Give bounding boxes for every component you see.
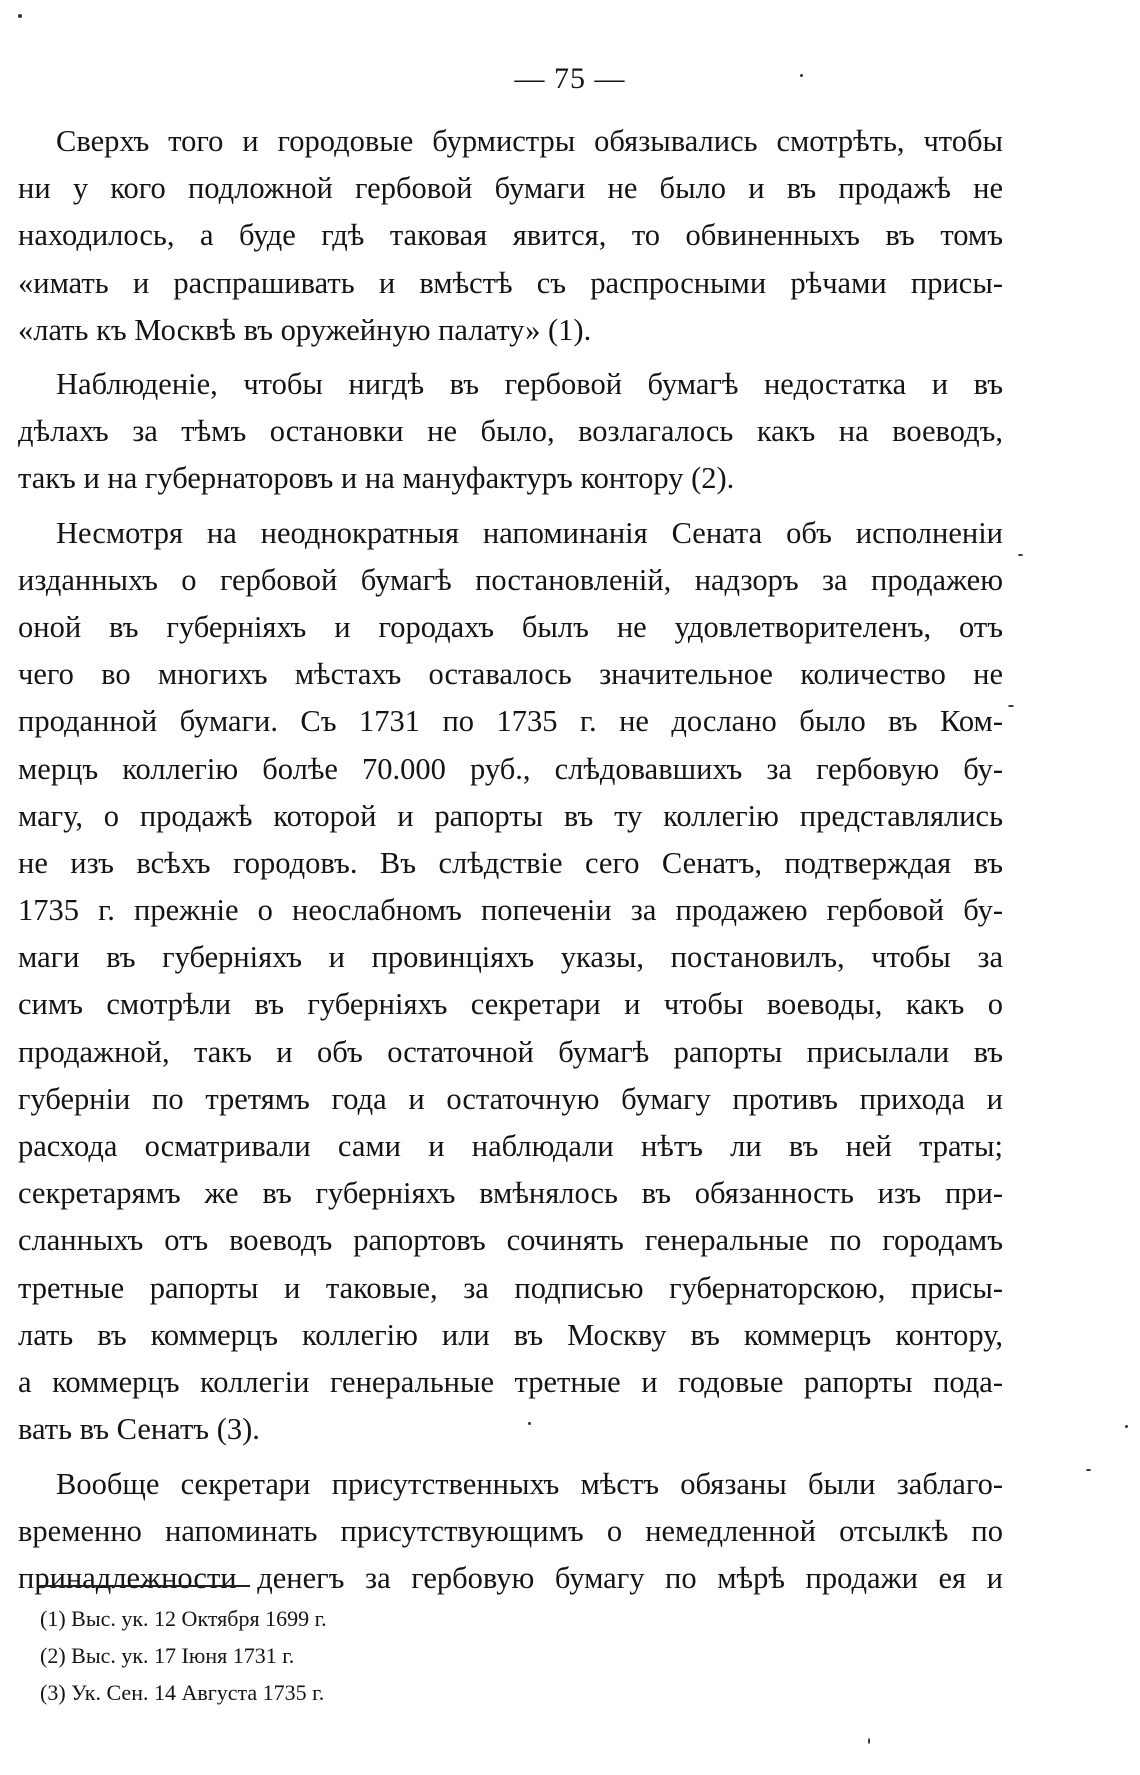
text-line: лать въ коммерцъ коллегію или въ Москву въ коммерцъ контору,	[18, 1317, 1003, 1352]
text-line: губерніи по третямъ года и остаточную бумагу противъ прихода и	[18, 1081, 1003, 1116]
scan-speck	[1086, 1469, 1091, 1471]
text-line: изданныхъ о гербовой бумагѣ постановленій, надзоръ за продажею	[18, 562, 1003, 597]
scan-speck	[868, 1738, 870, 1744]
text-line: Вообще секретари присутственныхъ мѣстъ обязаны были заблаго-	[56, 1466, 1003, 1501]
text-line: секретарямъ же въ губерніяхъ вмѣнялось въ обязанность изъ при-	[18, 1176, 1003, 1211]
scan-speck	[528, 1422, 531, 1425]
text-line: временно напоминать присутствующимъ о немедленной отсылкѣ по	[18, 1513, 1003, 1548]
scan-speck	[18, 14, 22, 18]
text-line: находилось, а буде гдѣ таковая явится, то обвиненныхъ въ томъ	[18, 218, 1003, 253]
footnote-3: (3) Ук. Сен. 14 Августа 1735 г.	[40, 1680, 325, 1705]
text-line: третные рапорты и таковые, за подписью губернаторскою, присы-	[18, 1270, 1003, 1305]
page-number: — 75 —	[514, 62, 626, 95]
text-line: Сверхъ того и городовые бурмистры обязывались смотрѣть, чтобы	[56, 124, 1003, 158]
text-line: вать въ Сенатъ (3).	[18, 1412, 260, 1447]
text-line: Несмотря на неоднократныя напоминанія Сената объ исполненіи	[56, 515, 1003, 550]
text-line: продажной, такъ и объ остаточной бумагѣ рапорты присылали въ	[18, 1034, 1003, 1069]
paragraph-3	[18, 510, 1003, 1454]
footnotes	[40, 1600, 940, 1711]
text-line: ни у кого подложной гербовой бумаги не было и въ продажѣ не	[18, 171, 1003, 206]
paragraph-2	[18, 361, 1003, 503]
text-line: сланныхъ отъ воеводъ рапортовъ сочинять генеральные по городамъ	[18, 1223, 1003, 1258]
text-line: 1735 г. прежніе о неослабномъ попеченіи за продажею гербовой бу-	[18, 893, 1003, 928]
paragraph-1	[18, 118, 1003, 354]
scan-speck	[1008, 705, 1014, 707]
text-line: «имать и распрашивать и вмѣстѣ съ распросными рѣчами присы-	[18, 265, 1003, 300]
text-line: магу, о продажѣ которой и рапорты въ ту коллегію представлялись	[18, 798, 1003, 833]
text-line: такъ и на губернаторовъ и на мануфактуръ контору (2).	[18, 461, 735, 496]
paragraph-4	[18, 1461, 1003, 1603]
text-line: не изъ всѣхъ городовъ. Въ слѣдствіе сего Сенатъ, подтверждая въ	[18, 845, 1003, 880]
text-line: Наблюденіе, чтобы нигдѣ въ гербовой бумагѣ недостатка и въ	[56, 367, 1003, 401]
footnote-1: (1) Выс. ук. 12 Октября 1699 г.	[40, 1606, 327, 1631]
text-line: оной въ губерніяхъ и городахъ былъ не удовлетворителенъ, отъ	[18, 609, 1003, 644]
text-line: мерцъ коллегію болѣе 70.000 руб., слѣдовавшихъ за гербовую бу-	[18, 751, 1003, 786]
footnote-separator	[38, 1585, 250, 1587]
text-line: проданной бумаги. Съ 1731 по 1735 г. не дослано было въ Ком-	[18, 704, 1003, 739]
text-line: чего во многихъ мѣстахъ оставалось значительное количество не	[18, 657, 1003, 692]
scan-speck	[1125, 1425, 1128, 1428]
footnote-2: (2) Выс. ук. 17 Іюня 1731 г.	[40, 1643, 295, 1668]
text-line: симъ смотрѣли въ губерніяхъ секретари и чтобы воеводы, какъ о	[18, 987, 1003, 1022]
scan-speck	[800, 74, 803, 77]
text-line: «лать къ Москвѣ въ оружейную палату» (1).	[18, 312, 592, 347]
text-line: принадлежности денегъ за гербовую бумагу по мѣрѣ продажи ея и	[18, 1560, 1003, 1595]
text-line: маги въ губерніяхъ и провинціяхъ указы, постановилъ, чтобы за	[18, 940, 1003, 975]
scan-speck	[1018, 554, 1023, 556]
text-line: а коммерцъ коллегіи генеральные третные и годовые рапорты пода-	[18, 1364, 1003, 1399]
text-line: дѣлахъ за тѣмъ остановки не было, возлагалось какъ на воеводъ,	[18, 414, 1003, 449]
text-line: расхода осматривали сами и наблюдали нѣтъ ли въ ней траты;	[18, 1129, 1003, 1164]
